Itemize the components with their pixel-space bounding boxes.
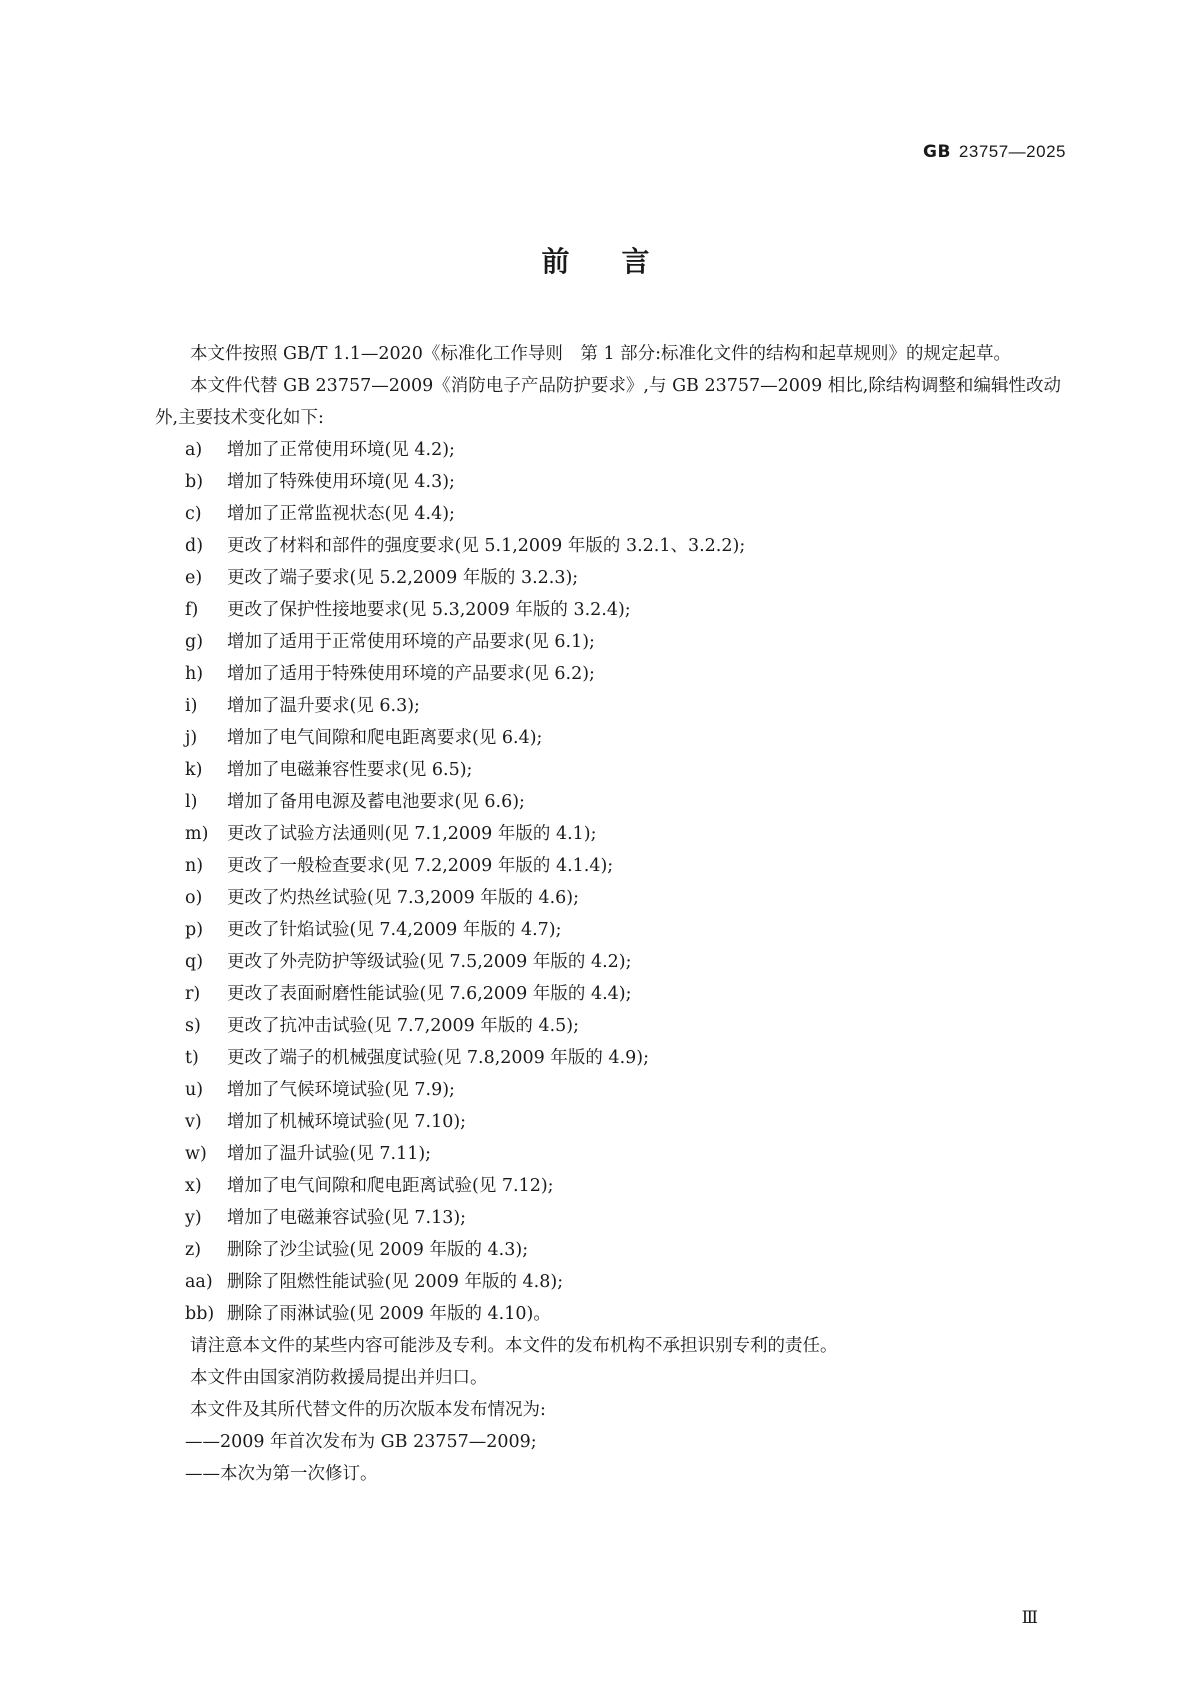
list-item-text: 增加了电气间隙和爬电距离要求(见 6.4); [227,728,543,748]
list-item-marker: i) [185,696,198,716]
list-item-marker: aa) [185,1272,213,1292]
history-item: ——2009 年首次发布为 GB 23757—2009; [185,1432,537,1452]
list-item-text: 增加了适用于特殊使用环境的产品要求(见 6.2); [227,664,595,684]
list-item-marker: k) [185,760,203,780]
list-item-marker: p) [185,920,204,940]
list-item-text: 更改了端子要求(见 5.2,2009 年版的 3.2.3); [227,568,579,588]
list-item-text: 更改了针焰试验(见 7.4,2009 年版的 4.7); [227,920,562,940]
list-item-marker: x) [185,1176,202,1196]
list-item [155,498,1061,530]
list-item-text: 更改了表面耐磨性能试验(见 7.6,2009 年版的 4.4); [227,984,632,1004]
list-item-marker: m) [185,824,209,844]
page-title: 前言 [541,245,702,278]
list-item-text: 增加了特殊使用环境(见 4.3); [227,472,455,492]
list-item-text: 更改了材料和部件的强度要求(见 5.1,2009 年版的 3.2.1、3.2.2); [227,536,746,556]
replacement-paragraph: 本文件代替 GB 23757—2009《消防电子产品防护要求》,与 GB 23757—2009 相比,除结构调整和编辑性改动外,主要技术变化如下: [155,376,1061,428]
list-item-marker: f) [185,600,199,620]
list-item-text: 更改了保护性接地要求(见 5.3,2009 年版的 3.2.4); [227,600,631,620]
list-item-marker: o) [185,888,203,908]
list-item-marker: bb) [185,1304,215,1324]
list-item [155,626,1061,658]
list-item-text: 更改了试验方法通则(见 7.1,2009 年版的 4.1); [227,824,597,844]
list-item-marker: w) [185,1144,207,1164]
page-number: Ⅲ [1021,1608,1038,1628]
list-item [155,978,1061,1010]
list-item [155,1106,1061,1138]
list-item [155,818,1061,850]
history-intro: 本文件及其所代替文件的历次版本发布情况为: [190,1400,546,1420]
list-item-marker: d) [185,536,204,556]
list-item [155,786,1061,818]
list-item [155,914,1061,946]
list-item-text: 更改了一般检查要求(见 7.2,2009 年版的 4.1.4); [227,856,614,876]
proposer-statement: 本文件由国家消防救援局提出并归口。 [190,1368,488,1388]
list-item-text: 增加了气候环境试验(见 7.9); [227,1080,455,1100]
list-item [155,946,1061,978]
list-item-marker: u) [185,1080,204,1100]
list-item-text: 增加了温升试验(见 7.11); [227,1144,432,1164]
list-item-text: 更改了抗冲击试验(见 7.7,2009 年版的 4.5); [227,1016,579,1036]
list-item-marker: l) [185,792,198,812]
list-item-text: 增加了机械环境试验(见 7.10); [227,1112,467,1132]
list-item [155,850,1061,882]
list-item-marker: y) [185,1208,202,1228]
list-item [155,434,1061,466]
list-item-marker: z) [185,1240,202,1260]
list-item-marker: j) [185,728,198,748]
list-item-marker: h) [185,664,204,684]
list-item-text: 增加了备用电源及蓄电池要求(见 6.6); [227,792,525,812]
list-item [155,1010,1061,1042]
technical-changes-list [155,434,1061,1330]
list-item-text: 增加了温升要求(见 6.3); [227,696,420,716]
list-item [155,1138,1061,1170]
list-item [155,690,1061,722]
list-item-text: 增加了电磁兼容性要求(见 6.5); [227,760,473,780]
list-item [155,754,1061,786]
list-item-text: 删除了雨淋试验(见 2009 年版的 4.10)。 [227,1304,551,1324]
list-item-text: 增加了正常监视状态(见 4.4); [227,504,455,524]
list-item [155,882,1061,914]
list-item [155,1202,1061,1234]
list-item [155,594,1061,626]
patent-notice: 请注意本文件的某些内容可能涉及专利。本文件的发布机构不承担识别专利的责任。 [190,1336,838,1356]
list-item-marker: q) [185,952,204,972]
list-item-text: 增加了正常使用环境(见 4.2); [227,440,455,460]
list-item-marker: a) [185,440,203,460]
list-item [155,1074,1061,1106]
document-body [155,338,1061,1490]
list-item-text: 增加了电磁兼容试验(见 7.13); [227,1208,467,1228]
list-item-marker: r) [185,984,201,1004]
list-item-marker: t) [185,1048,199,1068]
list-item [155,1266,1061,1298]
history-item: ——本次为第一次修订。 [185,1464,378,1484]
list-item-text: 更改了灼热丝试验(见 7.3,2009 年版的 4.6); [227,888,579,908]
list-item-marker: n) [185,856,204,876]
list-item-marker: v) [185,1112,202,1132]
list-item-text: 更改了外壳防护等级试验(见 7.5,2009 年版的 4.2); [227,952,632,972]
list-item [155,466,1061,498]
list-item-marker: c) [185,504,202,524]
list-item-marker: g) [185,632,204,652]
list-item [155,1042,1061,1074]
list-item-text: 增加了适用于正常使用环境的产品要求(见 6.1); [227,632,595,652]
standard-number [923,142,1066,162]
drafting-rules-paragraph: 本文件按照 GB/T 1.1—2020《标准化工作导则 第 1 部分:标准化文件的结构和起草规则》的规定起草。 [190,344,1012,364]
list-item [155,722,1061,754]
standard-prefix: GB [922,142,951,162]
list-item [155,1234,1061,1266]
list-item [155,1170,1061,1202]
list-item-text: 增加了电气间隙和爬电距离试验(见 7.12); [227,1176,554,1196]
list-item [155,562,1061,594]
list-item-marker: b) [185,472,204,492]
list-item [155,530,1061,562]
list-item-marker: e) [185,568,203,588]
list-item [155,658,1061,690]
standard-code: 23757—2025 [958,142,1066,161]
list-item-marker: s) [185,1016,201,1036]
list-item-text: 删除了沙尘试验(见 2009 年版的 4.3); [227,1240,529,1260]
list-item-text: 删除了阻燃性能试验(见 2009 年版的 4.8); [227,1272,564,1292]
list-item-text: 更改了端子的机械强度试验(见 7.8,2009 年版的 4.9); [227,1048,649,1068]
list-item [155,1298,1061,1330]
